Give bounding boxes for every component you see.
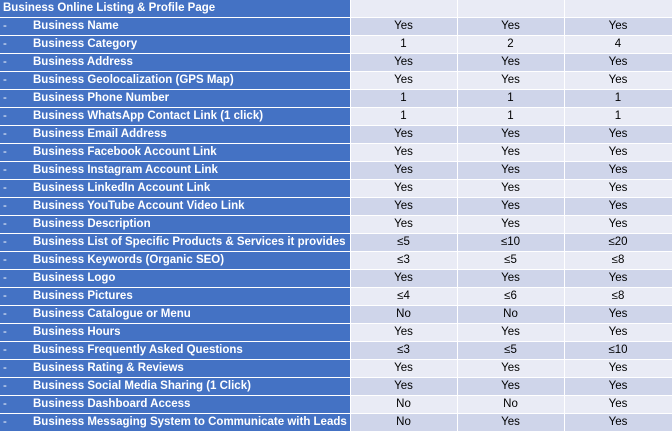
table-row: [0, 216, 672, 234]
tier-1-value: Yes: [350, 54, 457, 72]
tier-2-value: No: [457, 396, 564, 414]
tier-3-value: ≤10: [564, 342, 672, 360]
tier-1-value: Yes: [350, 378, 457, 396]
tier-1-value: No: [350, 396, 457, 414]
tier-2-value: Yes: [457, 378, 564, 396]
bullet-dash: -: [3, 74, 7, 86]
tier-1-value: Yes: [350, 198, 457, 216]
tier-2-value: Yes: [457, 360, 564, 378]
tier-1-value: Yes: [350, 126, 457, 144]
feature-label: Business Catalogue or Menu: [33, 308, 191, 320]
tier-1-value: Yes: [350, 144, 457, 162]
feature-label: Business Frequently Asked Questions: [33, 344, 243, 356]
table-row: [0, 162, 672, 180]
table-row: [0, 180, 672, 198]
tier-3-value: Yes: [564, 162, 672, 180]
tier-2-value: Yes: [457, 270, 564, 288]
bullet-dash: -: [3, 236, 7, 248]
table-row: [0, 306, 672, 324]
tier-3-value: ≤8: [564, 252, 672, 270]
tier-2-value: Yes: [457, 414, 564, 432]
feature-label: Business Logo: [33, 272, 116, 284]
tier-3-value: 4: [564, 36, 672, 54]
table-row: [0, 90, 672, 108]
tier-2-value: Yes: [457, 126, 564, 144]
bullet-dash: -: [3, 344, 7, 356]
tier-3-value: Yes: [564, 306, 672, 324]
column-header-2: [457, 0, 564, 18]
feature-label: Business Facebook Account Link: [33, 146, 217, 158]
table-row: [0, 234, 672, 252]
feature-label: Business Geolocalization (GPS Map): [33, 74, 234, 86]
tier-3-value: Yes: [564, 324, 672, 342]
bullet-dash: -: [3, 146, 7, 158]
bullet-dash: -: [3, 290, 7, 302]
bullet-dash: -: [3, 254, 7, 266]
tier-3-value: Yes: [564, 126, 672, 144]
tier-3-value: Yes: [564, 198, 672, 216]
tier-1-value: 1: [350, 36, 457, 54]
table-row: [0, 360, 672, 378]
table-row: [0, 36, 672, 54]
feature-label: Business Messaging System to Communicate with Leads: [33, 416, 347, 428]
bullet-dash: -: [3, 20, 7, 32]
tier-1-value: Yes: [350, 360, 457, 378]
feature-label: Business WhatsApp Contact Link (1 click): [33, 110, 264, 122]
table-row: [0, 198, 672, 216]
tier-3-value: Yes: [564, 144, 672, 162]
tier-1-value: ≤3: [350, 252, 457, 270]
tier-1-value: No: [350, 306, 457, 324]
table-row: [0, 144, 672, 162]
table-row: [0, 270, 672, 288]
tier-3-value: Yes: [564, 396, 672, 414]
feature-label: Business Description: [33, 218, 151, 230]
tier-2-value: ≤6: [457, 288, 564, 306]
tier-2-value: Yes: [457, 324, 564, 342]
tier-3-value: Yes: [564, 270, 672, 288]
tier-3-value: Yes: [564, 414, 672, 432]
bullet-dash: -: [3, 182, 7, 194]
tier-1-value: Yes: [350, 72, 457, 90]
bullet-dash: -: [3, 416, 7, 428]
table-row: [0, 288, 672, 306]
tier-2-value: Yes: [457, 216, 564, 234]
table-row: [0, 126, 672, 144]
bullet-dash: -: [3, 56, 7, 68]
tier-1-value: 1: [350, 90, 457, 108]
tier-1-value: ≤5: [350, 234, 457, 252]
bullet-dash: -: [3, 218, 7, 230]
bullet-dash: -: [3, 308, 7, 320]
feature-label-cell: [0, 162, 350, 180]
tier-3-value: Yes: [564, 18, 672, 36]
feature-label-cell: [0, 54, 350, 72]
tier-2-value: 2: [457, 36, 564, 54]
feature-label-cell: [0, 126, 350, 144]
feature-label: Business Hours: [33, 326, 121, 338]
tier-3-value: ≤8: [564, 288, 672, 306]
feature-label: Business List of Specific Products & Services it provides: [33, 236, 346, 248]
feature-label-cell: [0, 288, 350, 306]
tier-3-value: 1: [564, 90, 672, 108]
tier-3-value: Yes: [564, 54, 672, 72]
feature-label: Business Social Media Sharing (1 Click): [33, 380, 251, 392]
tier-3-value: Yes: [564, 180, 672, 198]
feature-label-cell: [0, 324, 350, 342]
tier-3-value: 1: [564, 108, 672, 126]
tier-2-value: Yes: [457, 180, 564, 198]
table-row: [0, 378, 672, 396]
tier-2-value: Yes: [457, 18, 564, 36]
column-header-1: [350, 0, 457, 18]
bullet-dash: -: [3, 110, 7, 122]
feature-label: Business Category: [33, 38, 138, 50]
feature-label: Business Email Address: [33, 128, 167, 140]
bullet-dash: -: [3, 38, 7, 50]
tier-1-value: Yes: [350, 180, 457, 198]
tier-1-value: Yes: [350, 216, 457, 234]
table-header-row: [0, 0, 672, 18]
feature-label-cell: [0, 234, 350, 252]
tier-2-value: Yes: [457, 162, 564, 180]
feature-label-cell: [0, 180, 350, 198]
bullet-dash: -: [3, 326, 7, 338]
feature-label: Business LinkedIn Account Link: [33, 182, 211, 194]
feature-label: Business Keywords (Organic SEO): [33, 254, 225, 266]
feature-label-cell: [0, 72, 350, 90]
tier-2-value: ≤5: [457, 342, 564, 360]
tier-3-value: Yes: [564, 360, 672, 378]
table-row: [0, 72, 672, 90]
tier-2-value: 1: [457, 90, 564, 108]
feature-label-cell: [0, 198, 350, 216]
tier-1-value: ≤3: [350, 342, 457, 360]
table-row: [0, 252, 672, 270]
feature-label-cell: [0, 18, 350, 36]
feature-label: Business Phone Number: [33, 92, 170, 104]
bullet-dash: -: [3, 398, 7, 410]
feature-label: Business Pictures: [33, 290, 133, 302]
feature-label: Business Address: [33, 56, 133, 68]
feature-label-cell: [0, 270, 350, 288]
feature-label-cell: [0, 378, 350, 396]
feature-label-cell: [0, 108, 350, 126]
tier-1-value: Yes: [350, 324, 457, 342]
tier-2-value: No: [457, 306, 564, 324]
tier-2-value: Yes: [457, 72, 564, 90]
tier-1-value: Yes: [350, 18, 457, 36]
feature-label-cell: [0, 396, 350, 414]
tier-3-value: Yes: [564, 72, 672, 90]
table-row: [0, 342, 672, 360]
tier-3-value: ≤20: [564, 234, 672, 252]
bullet-dash: -: [3, 128, 7, 140]
feature-label-cell: [0, 306, 350, 324]
tier-1-value: 1: [350, 108, 457, 126]
bullet-dash: -: [3, 92, 7, 104]
feature-label-cell: [0, 36, 350, 54]
table-row: [0, 414, 672, 432]
bullet-dash: -: [3, 272, 7, 284]
table-row: [0, 54, 672, 72]
feature-label: Business Rating & Reviews: [33, 362, 184, 374]
feature-label-cell: [0, 360, 350, 378]
table-title: Business Online Listing & Profile Page: [0, 0, 350, 18]
tier-3-value: Yes: [564, 216, 672, 234]
tier-3-value: Yes: [564, 378, 672, 396]
feature-label-cell: [0, 144, 350, 162]
tier-2-value: ≤10: [457, 234, 564, 252]
bullet-dash: -: [3, 164, 7, 176]
table-row: [0, 324, 672, 342]
tier-2-value: Yes: [457, 54, 564, 72]
tier-1-value: ≤4: [350, 288, 457, 306]
bullet-dash: -: [3, 200, 7, 212]
table-row: [0, 18, 672, 36]
bullet-dash: -: [3, 380, 7, 392]
tier-1-value: Yes: [350, 270, 457, 288]
feature-label-cell: [0, 342, 350, 360]
feature-label: Business Name: [33, 20, 119, 32]
tier-2-value: ≤5: [457, 252, 564, 270]
table-row: [0, 396, 672, 414]
tier-1-value: No: [350, 414, 457, 432]
tier-1-value: Yes: [350, 162, 457, 180]
feature-label-cell: [0, 90, 350, 108]
column-header-3: [564, 0, 672, 18]
feature-label: Business YouTube Account Video Link: [33, 200, 245, 212]
tier-2-value: Yes: [457, 144, 564, 162]
feature-label: Business Instagram Account Link: [33, 164, 218, 176]
feature-label-cell: [0, 414, 350, 432]
feature-label: Business Dashboard Access: [33, 398, 191, 410]
feature-label-cell: [0, 216, 350, 234]
table-row: [0, 108, 672, 126]
bullet-dash: -: [3, 362, 7, 374]
tier-2-value: 1: [457, 108, 564, 126]
tier-2-value: Yes: [457, 198, 564, 216]
feature-label-cell: [0, 252, 350, 270]
